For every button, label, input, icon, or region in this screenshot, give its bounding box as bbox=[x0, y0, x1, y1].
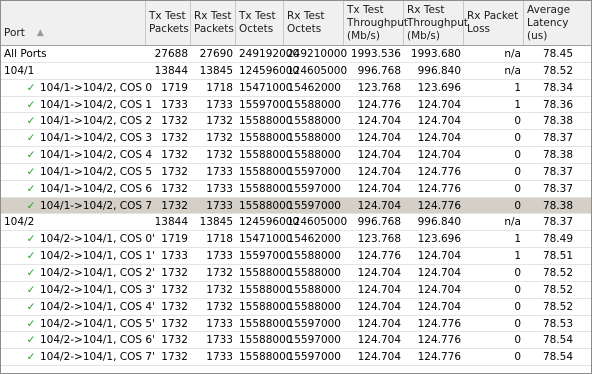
table-row[interactable] bbox=[1, 198, 591, 215]
rx-throughput-cell: 1993.680 bbox=[410, 48, 461, 60]
rx-octets-cell: 15588000 bbox=[287, 250, 341, 263]
avg-latency-cell: 78.38 bbox=[542, 149, 573, 162]
tx-octets-cell: 15588000 bbox=[239, 266, 293, 279]
tx-packets-cell: 1732 bbox=[161, 317, 188, 330]
rx-octets-cell: 15588000 bbox=[287, 300, 341, 313]
tx-throughput-cell: 1993.536 bbox=[350, 48, 401, 60]
rx-packets-cell: 1732 bbox=[206, 115, 233, 128]
port-label: 104/2->104/1, COS 7' bbox=[40, 351, 155, 364]
avg-latency-cell: 78.45 bbox=[542, 48, 573, 60]
checkmark-icon: ✓ bbox=[26, 182, 36, 195]
rx-packets-cell: 1733 bbox=[206, 250, 233, 263]
tx-octets-cell: 124596000 bbox=[239, 64, 300, 77]
rx-octets-cell: 15597000 bbox=[287, 334, 341, 347]
tx-packets-cell: 1732 bbox=[161, 334, 188, 347]
tx-octets-cell: 15597000 bbox=[239, 98, 293, 111]
tx-octets-cell: 15588000 bbox=[239, 334, 293, 347]
tx-throughput-cell: 124.704 bbox=[357, 165, 401, 178]
checkmark-icon: ✓ bbox=[26, 115, 36, 128]
checkmark-icon: ✓ bbox=[26, 266, 36, 279]
tx-packets-cell: 1732 bbox=[161, 149, 188, 162]
rx-loss-cell: 0 bbox=[514, 351, 521, 364]
rx-packets-cell: 1733 bbox=[206, 98, 233, 111]
port-cell bbox=[1, 80, 153, 96]
port-cell bbox=[1, 63, 146, 79]
rx-packets-cell: 1733 bbox=[206, 182, 233, 195]
port-cell bbox=[1, 181, 153, 197]
sort-ascending-icon: ▲ bbox=[36, 28, 44, 38]
port-cell bbox=[1, 349, 155, 365]
checkmark-icon: ✓ bbox=[26, 317, 36, 330]
tx-throughput-cell: 124.776 bbox=[357, 250, 401, 263]
tx-throughput-cell: 124.776 bbox=[357, 98, 401, 111]
tx-packets-cell: 13844 bbox=[154, 64, 188, 77]
rx-throughput-cell: 123.696 bbox=[417, 233, 461, 246]
rx-octets-cell: 15597000 bbox=[287, 351, 341, 364]
port-label: 104/1->104/2, COS 0 bbox=[40, 81, 153, 94]
port-label: 104/2->104/1, COS 2' bbox=[40, 266, 155, 279]
avg-latency-cell: 78.37 bbox=[542, 165, 573, 178]
port-cell bbox=[1, 214, 146, 230]
rx-loss-cell: 0 bbox=[514, 115, 521, 128]
rx-packets-cell: 1732 bbox=[206, 266, 233, 279]
rx-octets-cell: 15597000 bbox=[287, 317, 341, 330]
rx-packets-cell: 1732 bbox=[206, 300, 233, 313]
table-row[interactable] bbox=[1, 282, 591, 299]
rx-octets-cell: 15462000 bbox=[287, 233, 341, 246]
port-cell bbox=[1, 46, 146, 62]
port-label: 104/1->104/2, COS 5 bbox=[40, 165, 153, 178]
rx-octets-cell: 15588000 bbox=[287, 115, 341, 128]
column-header-label: Rx Test Packets bbox=[194, 10, 234, 35]
avg-latency-cell: 78.52 bbox=[542, 64, 573, 77]
rx-loss-cell: 0 bbox=[514, 283, 521, 296]
table-row[interactable] bbox=[1, 130, 591, 147]
column-header-label: Tx Test Packets bbox=[149, 10, 189, 35]
checkmark-icon: ✓ bbox=[26, 98, 36, 111]
port-label: All Ports bbox=[4, 48, 47, 60]
rx-throughput-cell: 124.704 bbox=[417, 250, 461, 263]
rx-packets-cell: 1733 bbox=[206, 334, 233, 347]
port-cell bbox=[1, 231, 155, 247]
avg-latency-cell: 78.38 bbox=[542, 115, 573, 128]
rx-throughput-cell: 124.704 bbox=[417, 283, 461, 296]
avg-latency-cell: 78.37 bbox=[542, 216, 573, 229]
port-label: 104/2 bbox=[4, 216, 35, 229]
checkmark-icon: ✓ bbox=[26, 334, 36, 347]
port-cell bbox=[1, 299, 155, 315]
tx-packets-cell: 1732 bbox=[161, 266, 188, 279]
tx-throughput-cell: 124.704 bbox=[357, 132, 401, 145]
tx-throughput-cell: 996.768 bbox=[357, 64, 401, 77]
port-label: 104/1->104/2, COS 4 bbox=[40, 149, 153, 162]
tx-throughput-cell: 124.704 bbox=[357, 182, 401, 195]
rx-throughput-cell: 996.840 bbox=[417, 64, 461, 77]
rx-throughput-cell: 124.776 bbox=[417, 182, 461, 195]
column-header-label: Tx Test Octets bbox=[239, 10, 276, 35]
rx-octets-cell: 15597000 bbox=[287, 199, 341, 212]
rx-loss-cell: 1 bbox=[514, 250, 521, 263]
rx-throughput-cell: 124.704 bbox=[417, 300, 461, 313]
tx-packets-cell: 1732 bbox=[161, 199, 188, 212]
rx-packets-cell: 1733 bbox=[206, 199, 233, 212]
checkmark-icon: ✓ bbox=[26, 250, 36, 263]
column-header-tx-packets[interactable] bbox=[146, 1, 191, 45]
column-header-label: Average Latency (us) bbox=[527, 3, 571, 42]
column-header-label: Port bbox=[4, 27, 25, 39]
avg-latency-cell: 78.37 bbox=[542, 182, 573, 195]
tx-octets-cell: 15588000 bbox=[239, 317, 293, 330]
rx-loss-cell: 1 bbox=[514, 233, 521, 246]
avg-latency-cell: 78.49 bbox=[542, 233, 573, 246]
avg-latency-cell: 78.54 bbox=[542, 351, 573, 364]
avg-latency-cell: 78.52 bbox=[542, 300, 573, 313]
port-label: 104/2->104/1, COS 3' bbox=[40, 283, 155, 296]
tx-throughput-cell: 124.704 bbox=[357, 317, 401, 330]
table-row[interactable] bbox=[1, 164, 591, 181]
table-row[interactable] bbox=[1, 147, 591, 164]
checkmark-icon: ✓ bbox=[26, 165, 36, 178]
tx-throughput-cell: 123.768 bbox=[357, 233, 401, 246]
grid-header bbox=[1, 1, 591, 46]
port-cell bbox=[1, 130, 153, 146]
rx-octets-cell: 15597000 bbox=[287, 182, 341, 195]
tx-octets-cell: 15588000 bbox=[239, 199, 293, 212]
column-header-tx-octets[interactable] bbox=[236, 1, 284, 45]
table-row[interactable] bbox=[1, 231, 591, 248]
tx-packets-cell: 1732 bbox=[161, 165, 188, 178]
tx-packets-cell: 1719 bbox=[161, 81, 188, 94]
rx-loss-cell: 0 bbox=[514, 165, 521, 178]
port-cell bbox=[1, 164, 153, 180]
tx-octets-cell: 124596000 bbox=[239, 216, 300, 229]
avg-latency-cell: 78.34 bbox=[542, 81, 573, 94]
table-row[interactable] bbox=[1, 113, 591, 130]
tx-throughput-cell: 124.704 bbox=[357, 199, 401, 212]
tx-packets-cell: 1732 bbox=[161, 115, 188, 128]
rx-octets-cell: 15597000 bbox=[287, 165, 341, 178]
port-cell bbox=[1, 316, 155, 332]
table-row[interactable] bbox=[1, 332, 591, 349]
port-label: 104/2->104/1, COS 6' bbox=[40, 334, 155, 347]
table-row[interactable] bbox=[1, 63, 591, 80]
tx-packets-cell: 1732 bbox=[161, 300, 188, 313]
tx-throughput-cell: 124.704 bbox=[357, 149, 401, 162]
tx-packets-cell: 1732 bbox=[161, 182, 188, 195]
rx-loss-cell: 0 bbox=[514, 132, 521, 145]
table-row[interactable] bbox=[1, 299, 591, 316]
column-header-label: Rx Test Throughput (Mb/s) bbox=[407, 3, 468, 42]
rx-octets-cell: 15588000 bbox=[287, 283, 341, 296]
tx-octets-cell: 15588000 bbox=[239, 283, 293, 296]
rx-octets-cell: 15462000 bbox=[287, 81, 341, 94]
port-label: 104/2->104/1, COS 5' bbox=[40, 317, 155, 330]
table-row[interactable] bbox=[1, 46, 591, 63]
rx-throughput-cell: 124.776 bbox=[417, 199, 461, 212]
rx-loss-cell: 0 bbox=[514, 317, 521, 330]
rx-packets-cell: 1732 bbox=[206, 149, 233, 162]
port-label: 104/2->104/1, COS 1' bbox=[40, 250, 155, 263]
rx-packets-cell: 1732 bbox=[206, 132, 233, 145]
tx-packets-cell: 27688 bbox=[154, 48, 188, 60]
table-row[interactable] bbox=[1, 214, 591, 231]
rx-throughput-cell: 124.704 bbox=[417, 132, 461, 145]
port-label: 104/1->104/2, COS 1 bbox=[40, 98, 153, 111]
rx-octets-cell: 124605000 bbox=[287, 64, 348, 77]
checkmark-icon: ✓ bbox=[26, 351, 36, 364]
tx-packets-cell: 1732 bbox=[161, 132, 188, 145]
tx-packets-cell: 1732 bbox=[161, 351, 188, 364]
port-label: 104/1 bbox=[4, 64, 35, 77]
column-header-label: Rx Test Octets bbox=[287, 10, 325, 35]
table-row[interactable] bbox=[1, 248, 591, 265]
rx-throughput-cell: 124.776 bbox=[417, 334, 461, 347]
table-row[interactable] bbox=[1, 97, 591, 114]
port-label: 104/2->104/1, COS 4' bbox=[40, 300, 155, 313]
tx-packets-cell: 13844 bbox=[154, 216, 188, 229]
tx-throughput-cell: 124.704 bbox=[357, 115, 401, 128]
tx-throughput-cell: 123.768 bbox=[357, 81, 401, 94]
grid-body bbox=[1, 46, 591, 366]
rx-loss-cell: 1 bbox=[514, 81, 521, 94]
column-header-rx-loss[interactable] bbox=[464, 1, 524, 45]
rx-throughput-cell: 124.776 bbox=[417, 351, 461, 364]
rx-packets-cell: 1733 bbox=[206, 165, 233, 178]
port-cell bbox=[1, 265, 155, 281]
checkmark-icon: ✓ bbox=[26, 233, 36, 246]
tx-packets-cell: 1733 bbox=[161, 98, 188, 111]
checkmark-icon: ✓ bbox=[26, 199, 36, 212]
rx-throughput-cell: 124.704 bbox=[417, 149, 461, 162]
rx-loss-cell: 0 bbox=[514, 300, 521, 313]
tx-packets-cell: 1733 bbox=[161, 250, 188, 263]
tx-throughput-cell: 124.704 bbox=[357, 351, 401, 364]
rx-loss-cell: 1 bbox=[514, 98, 521, 111]
checkmark-icon: ✓ bbox=[26, 283, 36, 296]
port-label: 104/1->104/2, COS 6 bbox=[40, 182, 153, 195]
port-cell bbox=[1, 248, 155, 264]
rx-octets-cell: 15588000 bbox=[287, 132, 341, 145]
column-header-tx-throughput[interactable] bbox=[344, 1, 408, 45]
port-label: 104/1->104/2, COS 2 bbox=[40, 115, 153, 128]
checkmark-icon: ✓ bbox=[26, 149, 36, 162]
checkmark-icon: ✓ bbox=[26, 81, 36, 94]
tx-throughput-cell: 124.704 bbox=[357, 300, 401, 313]
rx-loss-cell: 0 bbox=[514, 149, 521, 162]
table-row[interactable] bbox=[1, 181, 591, 198]
rx-throughput-cell: 124.704 bbox=[417, 98, 461, 111]
tx-octets-cell: 15588000 bbox=[239, 149, 293, 162]
tx-octets-cell: 15471000 bbox=[239, 233, 293, 246]
tx-throughput-cell: 124.704 bbox=[357, 334, 401, 347]
rx-octets-cell: 15588000 bbox=[287, 266, 341, 279]
rx-throughput-cell: 124.776 bbox=[417, 165, 461, 178]
rx-throughput-cell: 124.704 bbox=[417, 115, 461, 128]
port-label: 104/2->104/1, COS 0' bbox=[40, 233, 155, 246]
column-header-rx-throughput[interactable] bbox=[404, 1, 468, 45]
rx-throughput-cell: 124.704 bbox=[417, 266, 461, 279]
tx-throughput-cell: 996.768 bbox=[357, 216, 401, 229]
avg-latency-cell: 78.51 bbox=[542, 250, 573, 263]
avg-latency-cell: 78.52 bbox=[542, 283, 573, 296]
table-row[interactable] bbox=[1, 316, 591, 333]
rx-throughput-cell: 996.840 bbox=[417, 216, 461, 229]
rx-loss-cell: n/a bbox=[504, 64, 521, 77]
tx-octets-cell: 15588000 bbox=[239, 115, 293, 128]
table-row[interactable] bbox=[1, 349, 591, 366]
table-row[interactable] bbox=[1, 80, 591, 97]
tx-packets-cell: 1719 bbox=[161, 233, 188, 246]
port-cell bbox=[1, 113, 153, 129]
avg-latency-cell: 78.52 bbox=[542, 266, 573, 279]
rx-packets-cell: 1733 bbox=[206, 351, 233, 364]
column-header-avg-latency[interactable] bbox=[524, 1, 576, 45]
tx-throughput-cell: 124.704 bbox=[357, 283, 401, 296]
rx-packets-cell: 27690 bbox=[199, 48, 233, 60]
rx-loss-cell: 0 bbox=[514, 182, 521, 195]
rx-octets-cell: 124605000 bbox=[287, 216, 348, 229]
column-header-rx-octets[interactable] bbox=[284, 1, 344, 45]
avg-latency-cell: 78.36 bbox=[542, 98, 573, 111]
column-header-label: Rx Packet Loss bbox=[467, 10, 519, 35]
port-cell bbox=[1, 198, 153, 214]
tx-octets-cell: 249192000 bbox=[239, 48, 300, 60]
rx-throughput-cell: 123.696 bbox=[417, 81, 461, 94]
table-row[interactable] bbox=[1, 265, 591, 282]
rx-loss-cell: 0 bbox=[514, 266, 521, 279]
rx-octets-cell: 249210000 bbox=[287, 48, 348, 60]
rx-octets-cell: 15588000 bbox=[287, 98, 341, 111]
tx-octets-cell: 15588000 bbox=[239, 132, 293, 145]
rx-loss-cell: n/a bbox=[504, 216, 521, 229]
avg-latency-cell: 78.38 bbox=[542, 199, 573, 212]
rx-octets-cell: 15588000 bbox=[287, 149, 341, 162]
avg-latency-cell: 78.37 bbox=[542, 132, 573, 145]
tx-octets-cell: 15471000 bbox=[239, 81, 293, 94]
rx-packets-cell: 1732 bbox=[206, 283, 233, 296]
column-header-label: Tx Test Throughput (Mb/s) bbox=[347, 3, 408, 42]
rx-loss-cell: n/a bbox=[504, 48, 521, 60]
port-cell bbox=[1, 97, 153, 113]
tx-octets-cell: 15588000 bbox=[239, 300, 293, 313]
rx-packets-cell: 1718 bbox=[206, 81, 233, 94]
port-label: 104/1->104/2, COS 3 bbox=[40, 132, 153, 145]
rx-packets-cell: 13845 bbox=[199, 216, 233, 229]
avg-latency-cell: 78.53 bbox=[542, 317, 573, 330]
tx-packets-cell: 1732 bbox=[161, 283, 188, 296]
tx-octets-cell: 15588000 bbox=[239, 182, 293, 195]
checkmark-icon: ✓ bbox=[26, 132, 36, 145]
avg-latency-cell: 78.54 bbox=[542, 334, 573, 347]
port-label: 104/1->104/2, COS 7 bbox=[40, 199, 153, 212]
tx-octets-cell: 15597000 bbox=[239, 250, 293, 263]
checkmark-icon: ✓ bbox=[26, 300, 36, 313]
tx-octets-cell: 15588000 bbox=[239, 165, 293, 178]
column-header-rx-packets[interactable] bbox=[191, 1, 236, 45]
rx-throughput-cell: 124.776 bbox=[417, 317, 461, 330]
port-cell bbox=[1, 147, 153, 163]
column-header-port[interactable] bbox=[1, 1, 146, 45]
port-cell bbox=[1, 332, 155, 348]
port-cell bbox=[1, 282, 155, 298]
rx-loss-cell: 0 bbox=[514, 199, 521, 212]
rx-loss-cell: 0 bbox=[514, 334, 521, 347]
tx-octets-cell: 15588000 bbox=[239, 351, 293, 364]
tx-throughput-cell: 124.704 bbox=[357, 266, 401, 279]
rx-packets-cell: 1733 bbox=[206, 317, 233, 330]
rx-packets-cell: 1718 bbox=[206, 233, 233, 246]
rx-packets-cell: 13845 bbox=[199, 64, 233, 77]
